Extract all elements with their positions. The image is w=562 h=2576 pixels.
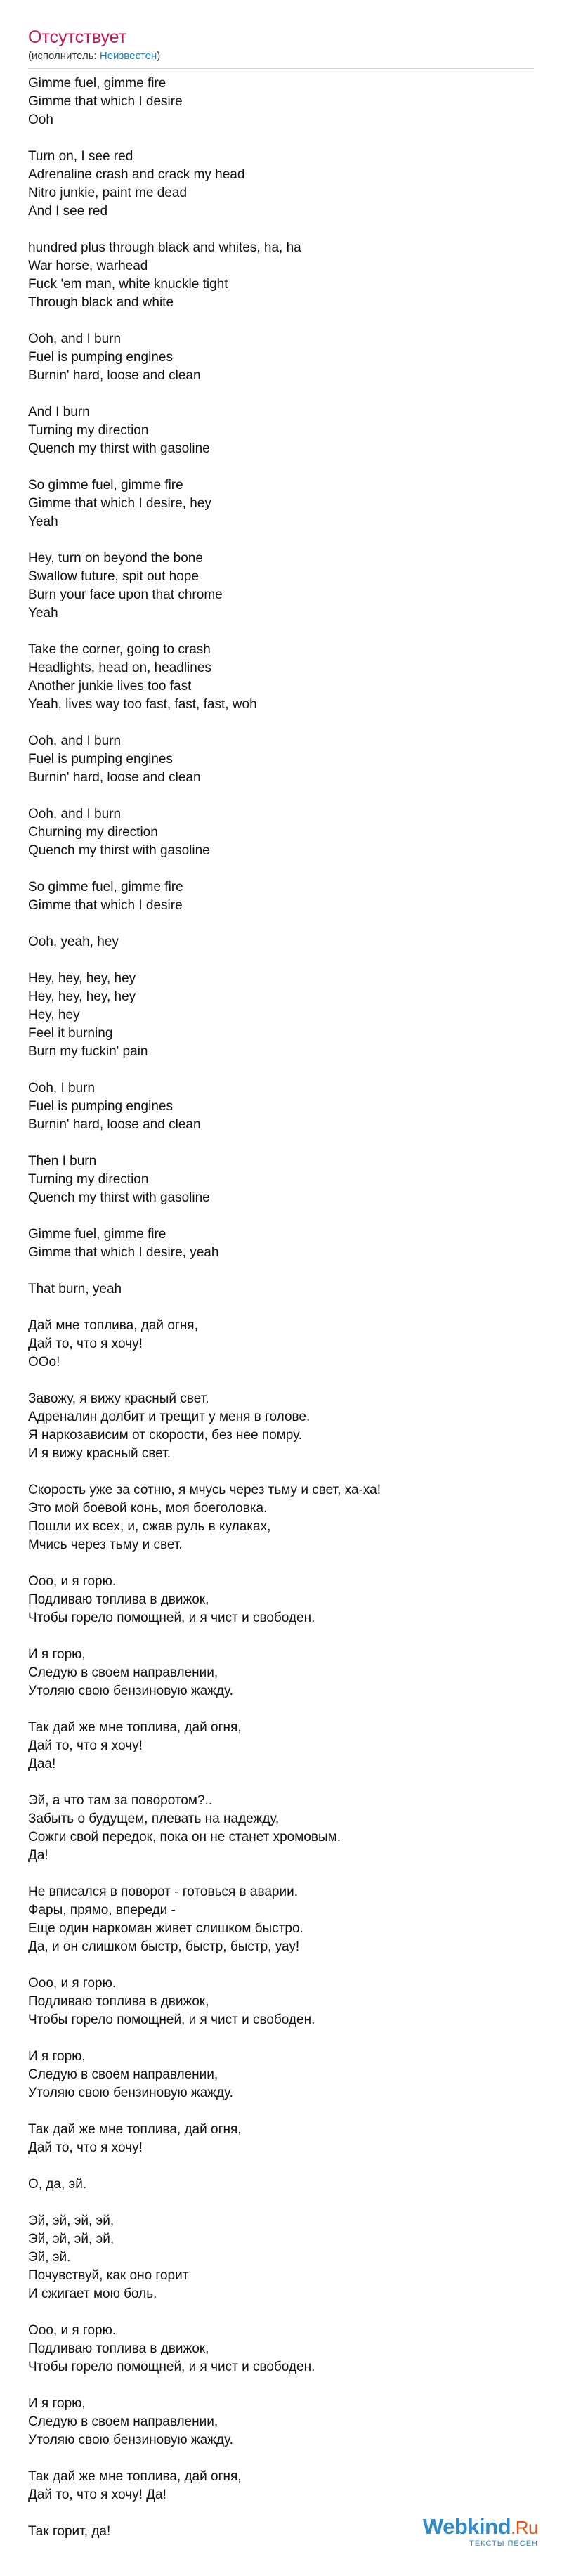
- lyrics-stanza: И я горю, Следую в своем направлении, Утоляю свою бензиновую жажду.: [28, 2396, 233, 2447]
- lyrics-stanza: Ooh, I burn Fuel is pumping engines Burnin' hard, loose and clean: [28, 1081, 201, 1132]
- brand-kind: kind: [467, 2514, 511, 2539]
- lyrics-text: [28, 74, 534, 2541]
- brand-tagline: ТЕКСТЫ ПЕСЕН: [469, 2539, 538, 2548]
- lyrics-stanza: Ooh, and I burn Fuel is pumping engines Burnin' hard, loose and clean: [28, 734, 201, 785]
- lyrics-stanza: So gimme fuel, gimme fire Gimme that which I desire, hey Yeah: [28, 478, 211, 529]
- lyrics-stanza: Ooh, and I burn Fuel is pumping engines Burnin' hard, loose and clean: [28, 332, 201, 383]
- lyrics-stanza: Ooh, yeah, hey: [28, 935, 119, 949]
- lyrics-stanza: Hey, turn on beyond the bone Swallow future, spit out hope Burn your face upon that chrome Yeah: [28, 551, 223, 620]
- webkind-logo[interactable]: [423, 2516, 538, 2548]
- lyrics-stanza: Так дай же мне топлива, дай огня, Дай то, что я хочу! Да!: [28, 2469, 242, 2502]
- brand-name: [423, 2516, 538, 2539]
- lyrics-stanza: Завожу, я вижу красный свет. Адреналин долбит и трещит у меня в голове. Я наркозависим от скорости, без нее помру. И я вижу красный свет.: [28, 1391, 311, 1461]
- lyrics-stanza: So gimme fuel, gimme fire Gimme that which I desire: [28, 880, 183, 913]
- lyrics-stanza: Так дай же мне топлива, дай огня, Дай то, что я хочу! Даа!: [28, 1720, 242, 1771]
- artist-suffix: ): [157, 50, 161, 62]
- lyrics-stanza: Так горит, да!: [28, 2524, 111, 2539]
- artist-line: [28, 49, 534, 69]
- lyrics-stanza: Ooh, and I burn Churning my direction Quench my thirst with gasoline: [28, 807, 210, 858]
- lyrics-stanza: Дай мне топлива, дай огня, Дай то, что я хочу! ООо!: [28, 1318, 198, 1370]
- lyrics-stanza: Take the corner, going to crash Headlights, head on, headlines Another junkie lives too fast Yeah, lives way too fast, fast, fast, woh: [28, 642, 257, 712]
- lyrics-stanza: Then I burn Turning my direction Quench my thirst with gasoline: [28, 1154, 210, 1205]
- lyrics-stanza: Так дай же мне топлива, дай огня, Дай то, что я хочу!: [28, 2122, 242, 2155]
- lyrics-stanza: Turn on, I see red Adrenaline crash and crack my head Nitro junkie, paint me dead And I see red: [28, 149, 245, 219]
- artist-prefix: (исполнитель:: [28, 50, 100, 62]
- lyrics-stanza: Ооо, и я горю. Подливаю топлива в движок, Чтобы горело помощней, и я чист и свободен.: [28, 2323, 315, 2374]
- lyrics-stanza: Скорость уже за сотню, я мчусь через тьму и свет, ха-ха! Это мой боевой конь, моя боеголовка. Пошли их всех, и, сжав руль в кулаках, Мчись через тьму и свет.: [28, 1483, 381, 1552]
- brand-web: Web: [422, 2514, 468, 2539]
- lyrics-stanza: О, да, эй.: [28, 2177, 87, 2192]
- lyrics-stanza: That burn, yeah: [28, 1282, 122, 1296]
- lyrics-stanza: And I burn Turning my direction Quench my thirst with gasoline: [28, 405, 210, 456]
- lyrics-stanza: И я горю, Следую в своем направлении, Утоляю свою бензиновую жажду.: [28, 1647, 233, 1698]
- lyrics-stanza: И я горю, Следую в своем направлении, Утоляю свою бензиновую жажду.: [28, 2049, 233, 2100]
- lyrics-stanza: Gimme fuel, gimme fire Gimme that which I desire Ooh: [28, 76, 183, 127]
- lyrics-stanza: Hey, hey, hey, hey Hey, hey, hey, hey Hey, hey Feel it burning Burn my fuckin' pain: [28, 971, 148, 1059]
- lyrics-stanza: Gimme fuel, gimme fire Gimme that which I desire, yeah: [28, 1227, 219, 1260]
- lyrics-stanza: Не вписался в поворот - готовься в аварии. Фары, прямо, впереди - Еще один наркоман живет слишком быстро. Да, и он слишком быстр, быстр, быстр, уау!: [28, 1885, 303, 1954]
- artist-link[interactable]: Неизвестен: [99, 50, 157, 62]
- brand-ru: .Ru: [511, 2517, 538, 2538]
- lyrics-stanza: Эй, эй, эй, эй, Эй, эй, эй, эй, Эй, эй. Почувствуй, как оно горит И сжигает мою боль.: [28, 2213, 189, 2301]
- lyrics-stanza: hundred plus through black and whites, ha, ha War horse, warhead Fuck 'em man, white knuckle tight Through black and white: [28, 240, 301, 310]
- lyrics-stanza: Эй, а что там за поворотом?.. Забыть о будущем, плевать на надежду, Сожги свой передок, пока он не станет хромовым. Да!: [28, 1793, 341, 1863]
- lyrics-stanza: Ооо, и я горю. Подливаю топлива в движок, Чтобы горело помощней, и я чист и свободен.: [28, 1574, 315, 1625]
- song-title: Отсутствует: [28, 27, 127, 47]
- lyrics-page: [28, 27, 534, 2559]
- lyrics-stanza: Ооо, и я горю. Подливаю топлива в движок, Чтобы горело помощней, и я чист и свободен.: [28, 1976, 315, 2027]
